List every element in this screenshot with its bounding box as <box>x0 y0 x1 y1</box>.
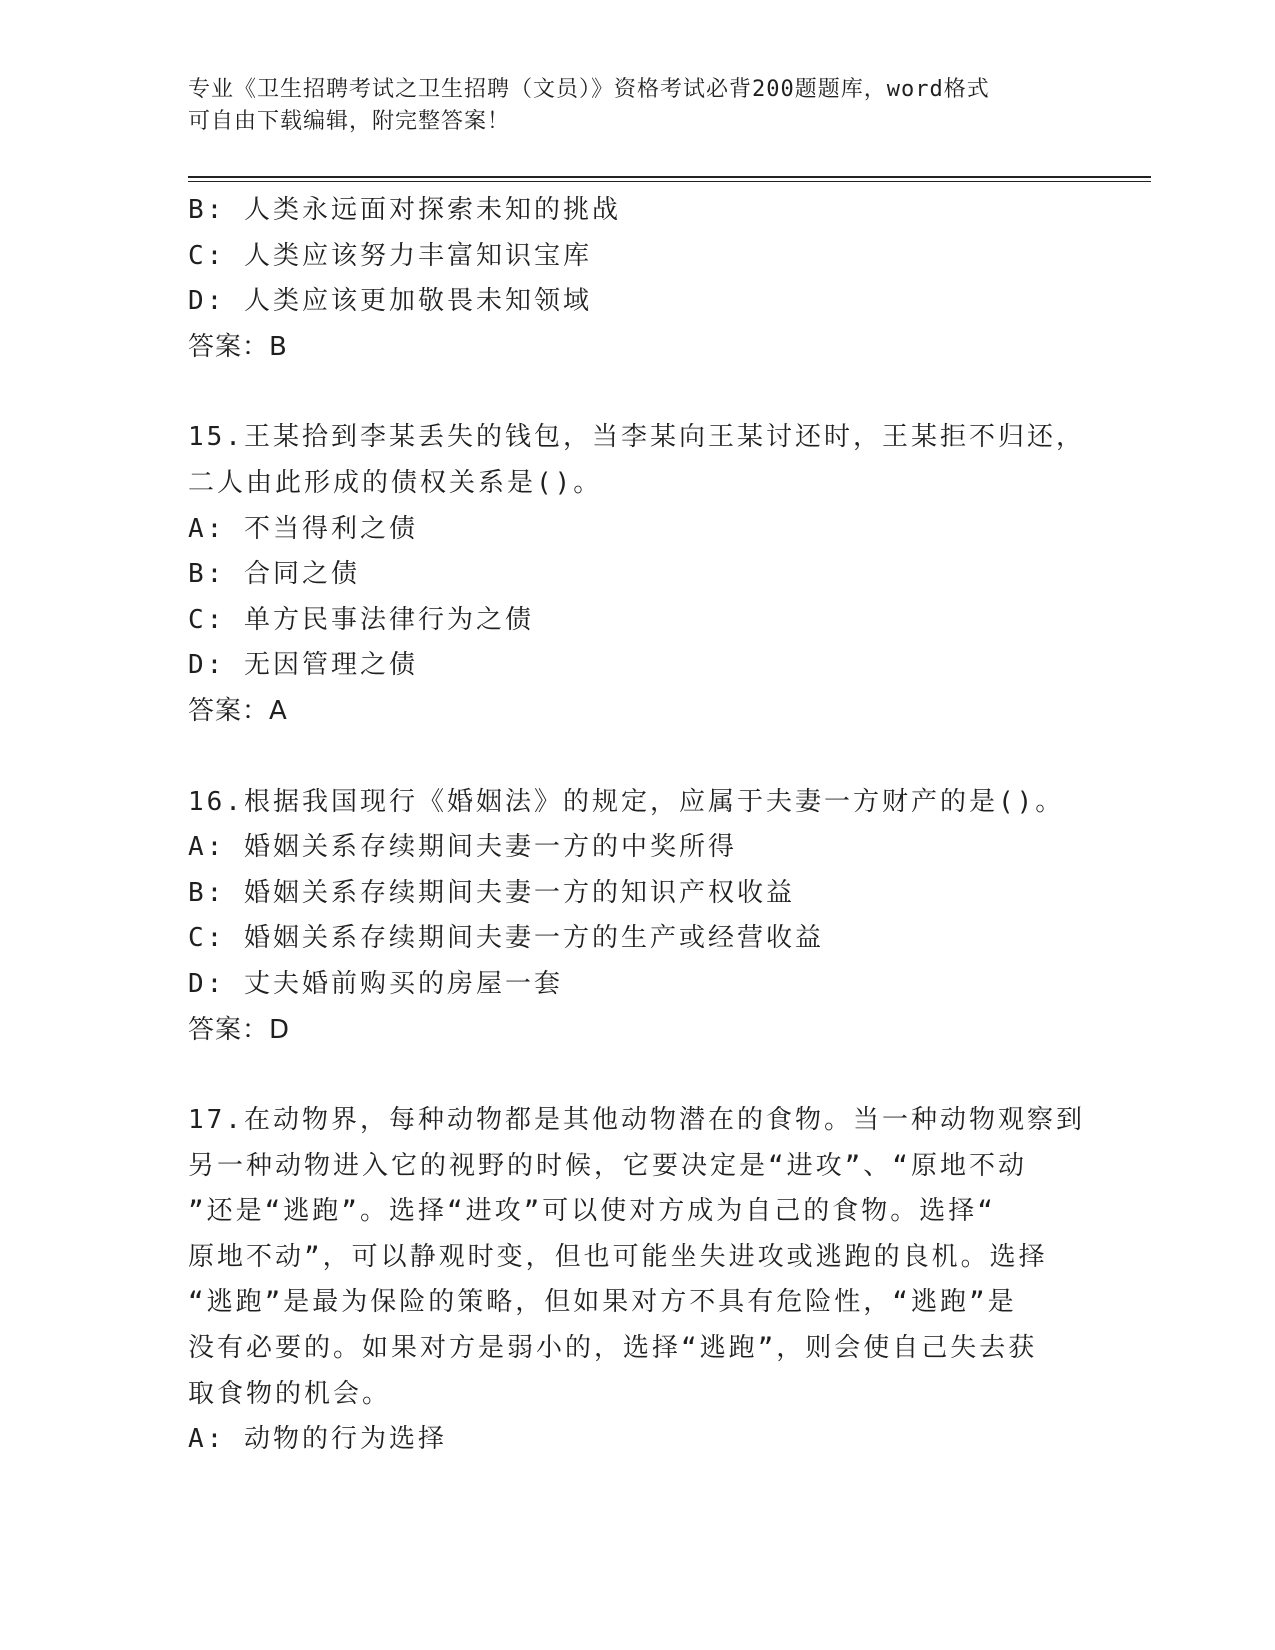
header-line-1: 专业《卫生招聘考试之卫生招聘（文员）》资格考试必背200题题库，word格式 <box>188 77 990 102</box>
document-header <box>188 74 1068 138</box>
question-stem: 另一种动物进入它的视野的时候，它要决定是“进攻”、“原地不动 <box>188 1150 1027 1181</box>
question-stem: 17.在动物界，每种动物都是其他动物潜在的食物。当一种动物观察到 <box>188 1105 1085 1136</box>
option-d: D: 人类应该更加敬畏未知领域 <box>188 286 592 317</box>
question-stem: 二人由此形成的债权关系是()。 <box>188 467 603 498</box>
option-b: B: 婚姻关系存续期间夫妻一方的知识产权收益 <box>188 877 795 908</box>
question-stem: 原地不动”，可以静观时变，但也可能坐失进攻或逃跑的良机。选择 <box>188 1241 1048 1272</box>
option-c: C: 单方民事法律行为之债 <box>188 604 534 635</box>
option-c: C: 人类应该努力丰富知识宝库 <box>188 240 592 271</box>
option-a: A: 动物的行为选择 <box>188 1424 447 1455</box>
spacer <box>188 1053 1088 1098</box>
question-stem: 15.王某拾到李某丢失的钱包，当李某向王某讨还时，王某拒不归还， <box>188 422 1085 453</box>
option-a: A: 婚姻关系存续期间夫妻一方的中奖所得 <box>188 832 737 863</box>
header-divider-thin <box>188 181 1151 182</box>
question-16 <box>188 780 1088 1054</box>
question-content <box>188 188 1088 1463</box>
option-a: A: 不当得利之债 <box>188 513 418 544</box>
question-stem: 取食物的机会。 <box>188 1378 392 1409</box>
spacer <box>188 735 1088 780</box>
question-stem: “逃跑”是最为保险的策略，但如果对方不具有危险性，“逃跑”是 <box>188 1287 1017 1318</box>
question-15 <box>188 415 1088 734</box>
spacer <box>188 370 1088 415</box>
option-b: B: 人类永远面对探索未知的挑战 <box>188 195 621 225</box>
question-stem: 没有必要的。如果对方是弱小的，选择“逃跑”，则会使自己失去获 <box>188 1333 1038 1364</box>
answer-line: 答案：D <box>188 1014 291 1045</box>
question-17 <box>188 1098 1088 1463</box>
header-line-2: 可自由下载编辑，附完整答案！ <box>188 109 511 134</box>
question-14 <box>188 188 1088 370</box>
option-c: C: 婚姻关系存续期间夫妻一方的生产或经营收益 <box>188 923 824 954</box>
header-divider-thick <box>188 176 1151 178</box>
answer-line: 答案：B <box>188 331 288 362</box>
answer-line: 答案：A <box>188 695 288 726</box>
option-d: D: 丈夫婚前购买的房屋一套 <box>188 968 563 999</box>
option-d: D: 无因管理之债 <box>188 650 418 681</box>
option-b: B: 合同之债 <box>188 559 360 590</box>
question-stem: 16.根据我国现行《婚姻法》的规定，应属于夫妻一方财产的是()。 <box>188 786 1065 817</box>
question-stem: ”还是“逃跑”。选择“进攻”可以使对方成为自己的食物。选择“ <box>188 1196 996 1227</box>
